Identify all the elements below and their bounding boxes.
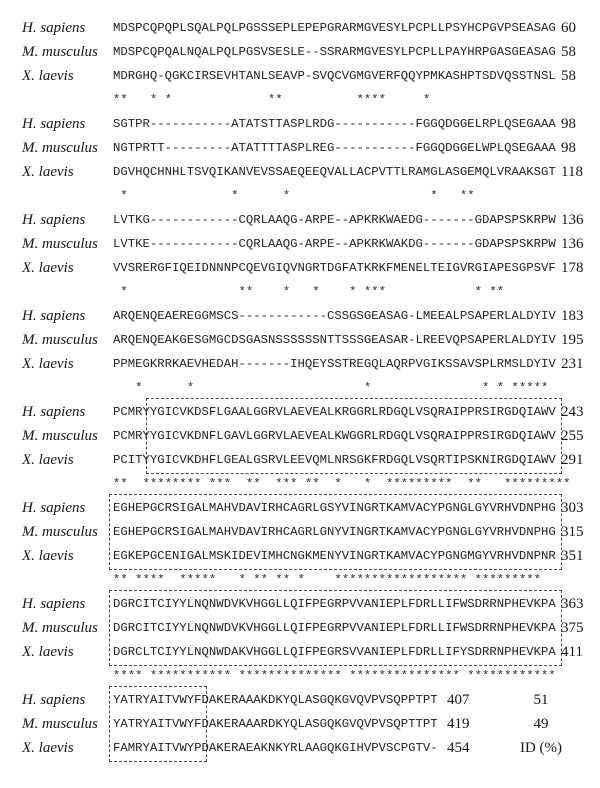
conservation-asterisks: ** **** ***** * ** ** * ****************** *********: [113, 573, 542, 587]
species-label: H. sapiens: [22, 212, 86, 228]
conservation-asterisks: **** *********** ************** *************** ************: [113, 669, 556, 683]
alignment-row: [0, 400, 600, 424]
conservation-asterisks: * ** * * * *** * **: [113, 285, 505, 299]
alignment-row: [0, 496, 600, 520]
sequence-text: SGTPR-----------ATATSTTASPLRDG-----------FGGQDGGELRPLQSEGAAA: [113, 117, 556, 131]
alignment-row: [0, 16, 600, 40]
sequence-text: MDSPCQPQPLSQALPQLPGSSSEPLEPEPGRARMGVESYLPCPLLPSYHCPGVPSEASAG: [113, 21, 556, 35]
species-label: M. musculus: [22, 716, 98, 732]
species-label: H. sapiens: [22, 308, 86, 324]
sequence-text: MDSPCQPQALNQALPQLPGSVSESLE--SSRARMGVESYLPCPLLPAYHRPGASGEASAG: [113, 45, 556, 59]
alignment-row: [0, 112, 600, 136]
residue-number: 98: [561, 140, 576, 156]
alignment-row: [0, 616, 600, 640]
species-label: H. sapiens: [22, 692, 86, 708]
alignment-block: [0, 304, 600, 400]
residue-number: 419: [447, 716, 470, 732]
species-label: X. laevis: [22, 548, 74, 564]
alignment-row: [0, 208, 600, 232]
alignment-block: [0, 688, 600, 784]
alignment-row: [0, 712, 600, 736]
alignment-row: [0, 136, 600, 160]
species-label: X. laevis: [22, 644, 74, 660]
residue-number: 454: [447, 740, 470, 756]
residue-number: 58: [561, 44, 576, 60]
alignment-row: [0, 592, 600, 616]
alignment-row: [0, 448, 600, 472]
sequence-text: DGRCITCIYYLNQNWDVKVHGGLLQIFPEGRPVVANIEPLFDRLLIFWSDRRNPHEVKPA: [113, 621, 556, 635]
species-label: X. laevis: [22, 452, 74, 468]
alignment-block: [0, 16, 600, 112]
alignment-row: [0, 352, 600, 376]
residue-number: 363: [561, 596, 584, 612]
alignment-block: [0, 592, 600, 688]
sequence-text: ARQENQEAEREGGMSCS------------CSSGSGEASAG-LMEEALPSAPERLALDYIV: [113, 309, 556, 323]
residue-number: 58: [561, 68, 576, 84]
alignment-row: [0, 304, 600, 328]
conservation-asterisks: ** ******** *** ** *** ** * * ********* ** *********: [113, 477, 571, 491]
sequence-text: EGKEPGCENIGALMSKIDEVIMHCNGKMENYVINGRTKAMVACYPGNGMGYVRHVDNPNR: [113, 549, 556, 563]
species-label: X. laevis: [22, 260, 74, 276]
sequence-text: DGRCLTCIYYLNQNWDAKVHGGLLQIFPEGRSVVANIEPLFDRLLIFYSDRRNPHEVKPA: [113, 645, 556, 659]
alignment-row: [0, 520, 600, 544]
species-label: M. musculus: [22, 332, 98, 348]
residue-number: 195: [561, 332, 584, 348]
species-label: M. musculus: [22, 236, 98, 252]
residue-number: 315: [561, 524, 584, 540]
sequence-text: PCMRYYGICVKDSFLGAALGGRVLAEVEALKRGGRLRDGQLVSQRAIPPRSIRGDQIAWV: [113, 405, 556, 419]
sequence-text: DGVHQCHNHLTSVQIKANVEVSSAEQEEQVALLACPVTTLRAMGLASGEMQLVRAAKSGT: [113, 165, 556, 179]
residue-number: 183: [561, 308, 584, 324]
species-label: M. musculus: [22, 140, 98, 156]
sequence-text: PCMRYYGICVKDNFLGAVLGGRVLAEVEALKWGGRLRDGQLVSQRAIPPRSIRGDQIAWV: [113, 429, 556, 443]
sequence-text: VVSRERGFIQEIDNNNPCQEVGIQVNGRTDGFATKRKFMENELTEIGVRGIAPESGPSVF: [113, 261, 556, 275]
residue-number: 243: [561, 404, 584, 420]
alignment-row: [0, 640, 600, 664]
species-label: H. sapiens: [22, 500, 86, 516]
residue-number: 178: [561, 260, 584, 276]
sequence-text: PPMEGKRRKAEVHEDAH-------IHQEYSSTREGQLAQRPVGIKSSAVSPLRMSLDYIV: [113, 357, 556, 371]
residue-number: 136: [561, 212, 584, 228]
species-label: H. sapiens: [22, 20, 86, 36]
conservation-asterisks: ** * * ** **** *: [113, 93, 431, 107]
residue-number: 351: [561, 548, 584, 564]
residue-number: 118: [561, 164, 583, 180]
residue-number: 231: [561, 356, 584, 372]
sequence-text: YATRYAITVWYFDAKERAAARDKYQLASGQKGVQVPVSQPTTPT: [113, 717, 438, 731]
conservation-asterisks: * * * * **: [113, 189, 475, 203]
residue-number: 411: [561, 644, 583, 660]
alignment-row: [0, 256, 600, 280]
species-label: X. laevis: [22, 356, 74, 372]
residue-number: 136: [561, 236, 584, 252]
species-label: M. musculus: [22, 620, 98, 636]
residue-number: 60: [561, 20, 576, 36]
alignment-row: [0, 328, 600, 352]
sequence-text: DGRCITCIYYLNQNWDVKVHGGLLQIFPEGRPVVANIEPLFDRLLIFWSDRRNPHEVKPA: [113, 597, 556, 611]
alignment-block: [0, 496, 600, 592]
species-label: H. sapiens: [22, 404, 86, 420]
identity-value: 51: [533, 692, 549, 708]
identity-value: 49: [533, 716, 549, 732]
sequence-text: ARQENQEAKGESGMGCDSGASNSSSSSSNTTSSSGEASAR-LREEVQPSAPERLALDYIV: [113, 333, 556, 347]
sequence-text: PCITYYGICVKDHFLGEALGSRVLEEVQMLNRSGKFRDGQLVSQRTIPSKNIRGDQIAWV: [113, 453, 556, 467]
residue-number: 375: [561, 620, 584, 636]
alignment-block: [0, 112, 600, 208]
species-label: H. sapiens: [22, 116, 86, 132]
sequence-text: EGHEPGCRSIGALMAHVDAVIRHCAGRLGSYVINGRTKAMVACYPGNGLGYVRHVDNPHG: [113, 501, 556, 515]
sequence-text: LVTKG------------CQRLAAQG-ARPE--APKRKWAEDG-------GDAPSPSKRPW: [113, 213, 556, 227]
residue-number: 255: [561, 428, 584, 444]
alignment-row: [0, 64, 600, 88]
species-label: X. laevis: [22, 164, 74, 180]
sequence-text: NGTPRTT---------ATATTTTASPLREG-----------FGGQDGGELWPLQSEGAAA: [113, 141, 556, 155]
alignment-row: [0, 736, 600, 760]
identity-column-label: ID (%): [519, 740, 563, 756]
species-label: X. laevis: [22, 740, 74, 756]
alignment-row: [0, 160, 600, 184]
sequence-text: MDRGHQ-QGKCIRSEVHTANLSEAVP-SVQCVGMGVERFQQYPMKASHPTSDVQSSTNSL: [113, 69, 556, 83]
alignment-row: [0, 424, 600, 448]
species-label: M. musculus: [22, 44, 98, 60]
sequence-text: LVTKE------------CQRLAAQG-ARPE--APKRKWAKDG-------GDAPSPSKRPW: [113, 237, 556, 251]
residue-number: 291: [561, 452, 584, 468]
species-label: X. laevis: [22, 68, 74, 84]
species-label: H. sapiens: [22, 596, 86, 612]
residue-number: 303: [561, 500, 584, 516]
species-label: M. musculus: [22, 428, 98, 444]
sequence-text: EGHEPGCRSIGALMAHVDAVIRHCAGRLGNYVINGRTKAMVACYPGNGLGYVRHVDNPHG: [113, 525, 556, 539]
sequence-text: FAMRYAITVWYPDAKERAEAKNKYRLAAGQKGIHVPVSCPGTV-: [113, 741, 438, 755]
alignment-row: [0, 40, 600, 64]
alignment-block: [0, 208, 600, 304]
species-label: M. musculus: [22, 524, 98, 540]
sequence-text: YATRYAITVWYFDAKERAAAKDKYQLASGQKGVQVPVSQPPTPT: [113, 693, 438, 707]
alignment-row: [0, 688, 600, 712]
residue-number: 98: [561, 116, 576, 132]
alignment-block: [0, 400, 600, 496]
alignment-row: [0, 232, 600, 256]
residue-number: 407: [447, 692, 470, 708]
alignment-row: [0, 544, 600, 568]
conservation-asterisks: * * * * * *****: [113, 381, 549, 395]
